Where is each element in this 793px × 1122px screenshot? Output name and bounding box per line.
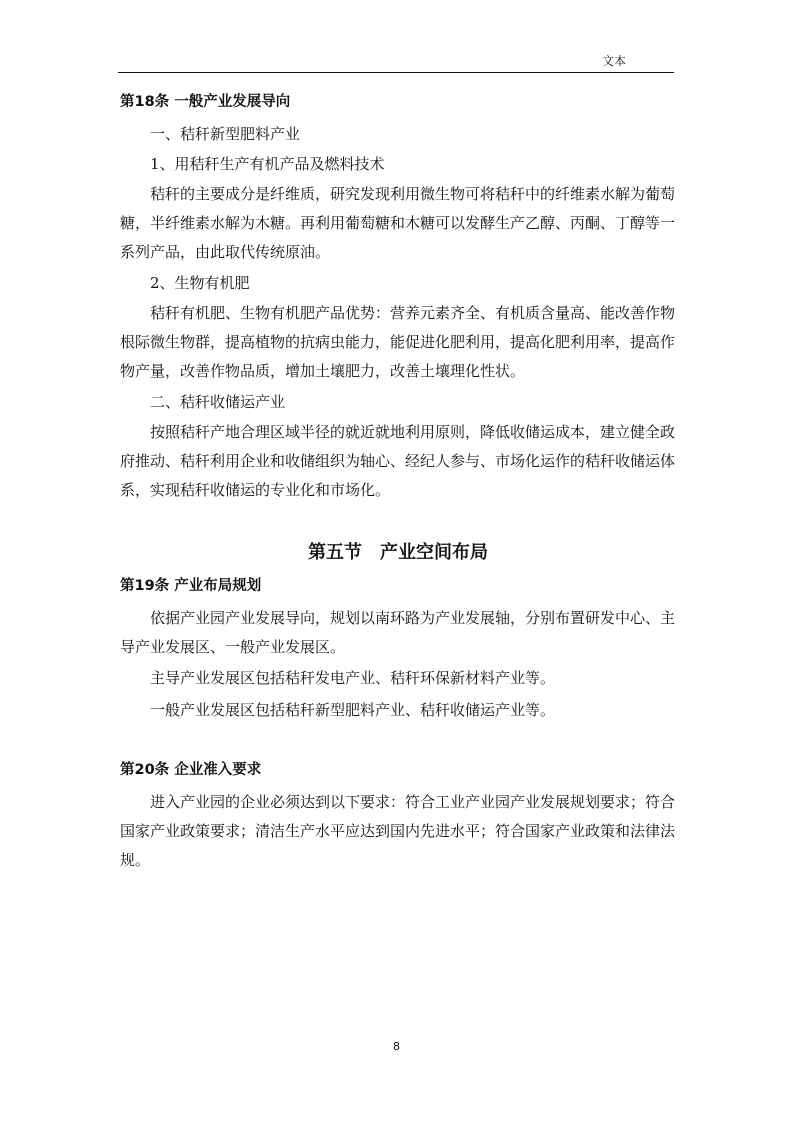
- heading-organic-fuel-tech: 1、用秸秆生产有机产品及燃料技术: [150, 155, 385, 173]
- document-body: [120, 88, 676, 875]
- header-label: 文本: [601, 54, 626, 68]
- paragraph-storage-transport: 按照秸秆产地合理区域半径的就近就地利用原则，降低收储运成本，建立健全政府推动、秸秆利用企业和收储组织为轴心、经纪人参与、市场化运作的秸秆收储运体系，实现秸秆收储运的专业化和市场化。: [120, 423, 676, 499]
- heading-storage-transport: 二、秸秆收储运产业: [150, 393, 286, 411]
- paragraph-layout-plan: 依据产业园产业发展导向，规划以南环路为产业发展轴，分别布置研发中心、主导产业发展区、一般产业发展区。: [120, 609, 676, 656]
- paragraph-general-industry: 一般产业发展区包括秸秆新型肥料产业、秸秆收储运产业等。: [150, 701, 556, 719]
- page-number: 8: [393, 1040, 400, 1053]
- article-18-title: 第18条 一般产业发展导向: [120, 94, 291, 110]
- heading-straw-fertilizer: 一、秸秆新型肥料产业: [150, 125, 301, 143]
- article-19-title: 第19条 产业布局规划: [120, 578, 262, 594]
- paragraph-main-industry: 主导产业发展区包括秸秆发电产业、秸秆环保新材料产业等。: [150, 669, 556, 687]
- paragraph-entry-requirements: 进入产业园的企业必须达到以下要求：符合工业产业园产业发展规划要求；符合国家产业政策要求；清洁生产水平应达到国内先进水平；符合国家产业政策和法律法规。: [120, 793, 676, 869]
- paragraph-cellulose: 秸秆的主要成分是纤维质，研究发现利用微生物可将秸秆中的纤维素水解为葡萄糖，半纤维素水解为木糖。再利用葡萄糖和木糖可以发酵生产乙醇、丙酮、丁醇等一系列产品，由此取代传统原油。: [120, 185, 676, 261]
- article-20-title: 第20条 企业准入要求: [120, 762, 262, 778]
- paragraph-fertilizer-advantages: 秸秆有机肥、生物有机肥产品优势：营养元素齐全、有机质含量高、能改善作物根际微生物群，提高植物的抗病虫能力，能促进化肥利用，提高化肥利用率，提高作物产量，改善作物品质，增加土壤肥力，改善土壤理化性状。: [120, 304, 676, 380]
- heading-bio-organic-fertilizer: 2、生物有机肥: [150, 274, 250, 292]
- section-title: 第五节 产业空间布局: [308, 542, 488, 563]
- header-rule: [118, 72, 674, 73]
